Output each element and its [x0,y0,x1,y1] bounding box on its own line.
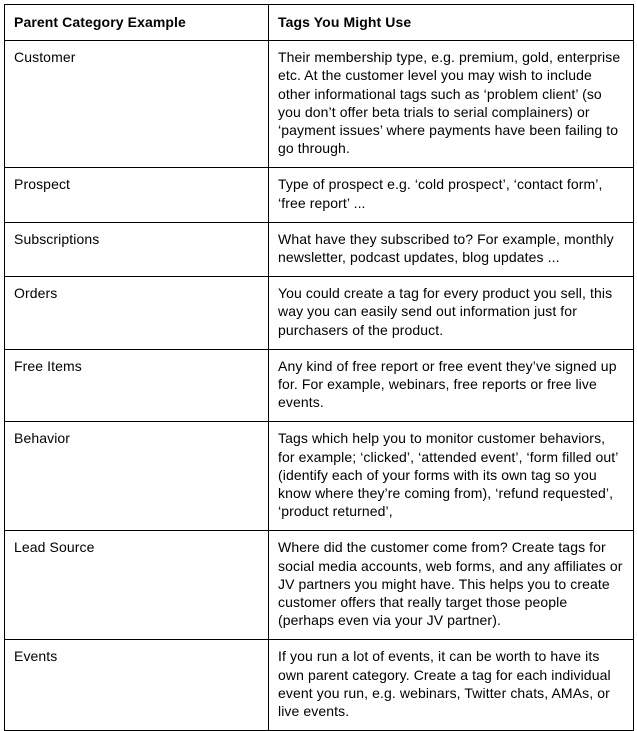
table-row [5,41,634,168]
table-row [5,168,634,222]
tags-cell: Any kind of free report or free event they’ve signed up for. For example, webinars, free reports or free live events. [269,349,634,422]
category-cell: Customer [5,41,269,168]
category-cell: Prospect [5,168,269,222]
tags-cell: Where did the customer come from? Create tags for social media accounts, web forms, and any affiliates or JV partners you might have. This helps you to create customer offers that really target those people (perhaps even via your JV partner). [269,531,634,640]
tags-cell: You could create a tag for every product you sell, this way you can easily send out information just for purchasers of the product. [269,277,634,350]
category-cell: Subscriptions [5,222,269,276]
category-cell: Lead Source [5,531,269,640]
table-header-row [5,5,634,41]
category-tags-table [4,4,634,731]
tags-cell: Tags which help you to monitor customer behaviors, for example; ‘clicked’, ‘attended event’, ‘form filled out’ (identify each of your forms with its own tag so you know where they’re coming from), ‘refund requested’, ‘product returned’, [269,422,634,531]
tags-cell: Their membership type, e.g. premium, gold, enterprise etc. At the customer level you may wish to include other informational tags such as ‘problem client’ (so you don’t offer beta trials to serial complainers) or ‘payment issues’ where payments have been failing to go through. [269,41,634,168]
category-cell: Behavior [5,422,269,531]
table-row [5,640,634,731]
header-tags: Tags You Might Use [269,5,634,41]
table-row [5,277,634,350]
tags-cell: What have they subscribed to? For example, monthly newsletter, podcast updates, blog updates ... [269,222,634,276]
category-cell: Free Items [5,349,269,422]
category-cell: Orders [5,277,269,350]
tags-cell: If you run a lot of events, it can be worth to have its own parent category. Create a tag for each individual event you run, e.g. webinars, Twitter chats, AMAs, or live events. [269,640,634,731]
table-row [5,531,634,640]
tags-cell: Type of prospect e.g. ‘cold prospect’, ‘contact form’, ‘free report’ ... [269,168,634,222]
table-row [5,349,634,422]
category-cell: Events [5,640,269,731]
table-row [5,422,634,531]
table-row [5,222,634,276]
header-parent-category: Parent Category Example [5,5,269,41]
